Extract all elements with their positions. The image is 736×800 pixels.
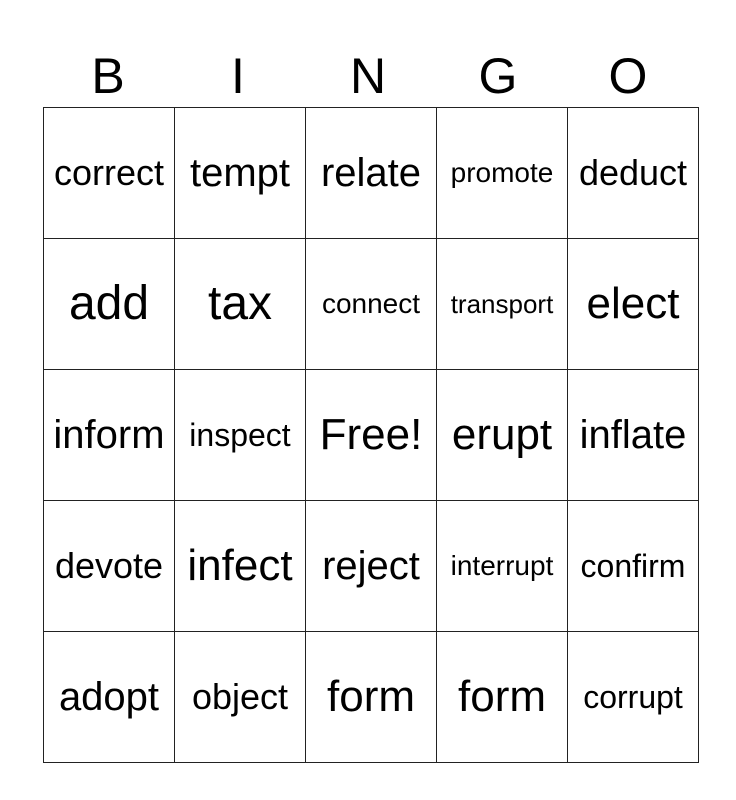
bingo-cell[interactable]: transport bbox=[437, 239, 568, 370]
bingo-cell[interactable]: interrupt bbox=[437, 501, 568, 632]
header-letter-g: G bbox=[478, 48, 518, 104]
bingo-card bbox=[43, 107, 699, 763]
bingo-cell[interactable]: add bbox=[44, 239, 175, 370]
bingo-cell[interactable]: relate bbox=[306, 108, 437, 239]
bingo-cell[interactable]: promote bbox=[437, 108, 568, 239]
bingo-cell[interactable]: form bbox=[437, 632, 568, 763]
bingo-cell[interactable]: devote bbox=[44, 501, 175, 632]
bingo-cell[interactable]: confirm bbox=[568, 501, 699, 632]
bingo-cell[interactable]: erupt bbox=[437, 370, 568, 501]
bingo-cell[interactable]: infect bbox=[175, 501, 306, 632]
free-space[interactable]: Free! bbox=[306, 370, 437, 501]
bingo-cell[interactable]: corrupt bbox=[568, 632, 699, 763]
bingo-cell[interactable]: tax bbox=[175, 239, 306, 370]
bingo-cell[interactable]: object bbox=[175, 632, 306, 763]
header-letter-i: I bbox=[231, 48, 245, 104]
bingo-cell[interactable]: tempt bbox=[175, 108, 306, 239]
bingo-cell[interactable]: correct bbox=[44, 108, 175, 239]
bingo-cell[interactable]: inspect bbox=[175, 370, 306, 501]
bingo-row-5 bbox=[44, 632, 699, 763]
header-letter-b: B bbox=[91, 48, 125, 104]
bingo-cell[interactable]: reject bbox=[306, 501, 437, 632]
bingo-row-4 bbox=[44, 501, 699, 632]
bingo-header bbox=[43, 48, 693, 104]
bingo-row-3 bbox=[44, 370, 699, 501]
bingo-cell[interactable]: elect bbox=[568, 239, 699, 370]
header-letter-o: O bbox=[608, 48, 648, 104]
bingo-cell[interactable]: adopt bbox=[44, 632, 175, 763]
bingo-row-1 bbox=[44, 108, 699, 239]
bingo-cell[interactable]: form bbox=[306, 632, 437, 763]
bingo-cell[interactable]: connect bbox=[306, 239, 437, 370]
header-letter-n: N bbox=[349, 48, 387, 104]
bingo-row-2 bbox=[44, 239, 699, 370]
bingo-cell[interactable]: inflate bbox=[568, 370, 699, 501]
bingo-cell[interactable]: deduct bbox=[568, 108, 699, 239]
bingo-cell[interactable]: inform bbox=[44, 370, 175, 501]
